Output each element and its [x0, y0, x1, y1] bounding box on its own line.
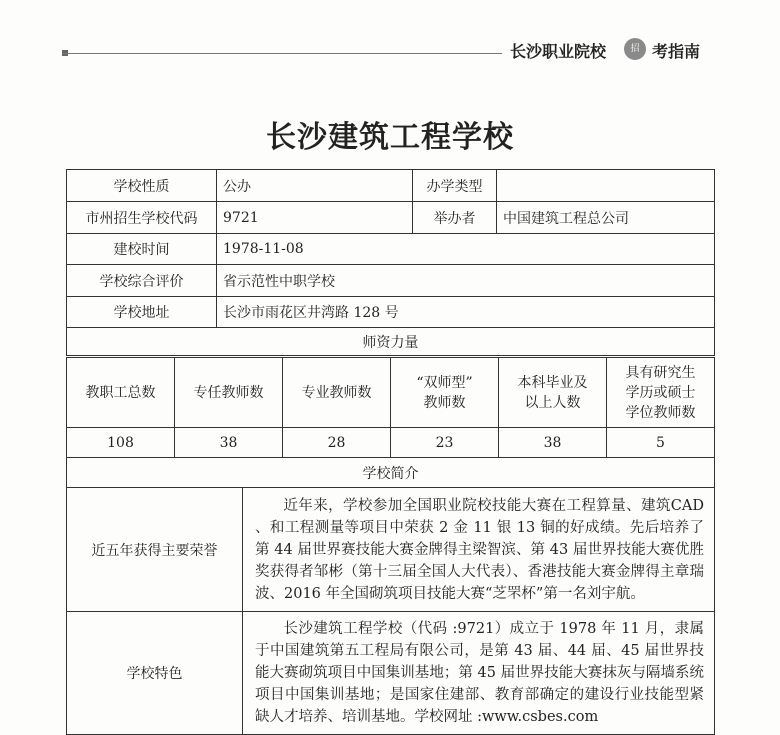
row-faculty-heading — [67, 328, 715, 356]
faculty-value-row — [67, 428, 715, 458]
rating-value: 省示范性中职学校 — [217, 265, 715, 297]
faculty-value-cell: 108 — [67, 428, 175, 458]
faculty-value-cell: 38 — [499, 428, 607, 458]
faculty-header-cell: 具有研究生 学历或硕士 学位教师数 — [607, 358, 715, 428]
faculty-value-cell: 38 — [175, 428, 283, 458]
nature-label: 学校性质 — [67, 170, 217, 202]
faculty-header-cell: “双师型” 教师数 — [391, 358, 499, 428]
faculty-header-row — [67, 358, 715, 428]
type-value — [497, 170, 715, 202]
honors-paragraph: 近年来，学校参加全国职业院校技能大赛在工程算量、建筑CAD 、和工程测量等项目中荣获 2 金 11 银 13 铜的好成绩。先后培养了第 44 届世界赛技能大赛金牌得主梁智滨、第 43 届世界技能大赛优胜奖获得者邹彬（第十三届全国人大代表）、香港技能大赛金牌得主章瑞波、2016 年全国砌筑项目技能大赛“芝罘杯”第一名刘宇航。 — [255, 497, 704, 602]
faculty-header-cell: 专任教师数 — [175, 358, 283, 428]
address-label: 学校地址 — [67, 297, 217, 328]
nature-value: 公办 — [217, 170, 413, 202]
faculty-heading: 师资力量 — [67, 328, 715, 356]
faculty-value-cell: 23 — [391, 428, 499, 458]
row-address — [67, 297, 715, 328]
intro-heading-row — [67, 458, 715, 488]
faculty-value-cell: 28 — [283, 428, 391, 458]
faculty-header-cell: 教职工总数 — [67, 358, 175, 428]
honors-row — [67, 488, 715, 612]
code-label: 市州招生学校代码 — [67, 202, 217, 234]
header-rule — [62, 53, 502, 54]
row-code — [67, 202, 715, 234]
faculty-value-cell: 5 — [607, 428, 715, 458]
faculty-header-cell: 专业教师数 — [283, 358, 391, 428]
header-section-right: 考指南 — [652, 42, 701, 61]
header-emblem: 招 — [624, 38, 646, 60]
sponsor-value: 中国建筑工程总公司 — [497, 202, 715, 234]
intro-table — [66, 487, 715, 735]
page-title: 长沙建筑工程学校 — [266, 120, 514, 155]
feature-paragraph: 长沙建筑工程学校（代码 :9721）成立于 1978 年 11 月，隶属于中国建筑第五工程局有限公司，是第 43 届、44 届、45 届世界技能大赛砌筑项目中国集训基地；第 45 届世界技能大赛抹灰与隔墙系统项目中国集训基地；是国家住建部、教育部确定的建设行业技能型紧缺人才培养、培训基地。学校网址 :www.csbes.com — [255, 621, 704, 725]
honors-label: 近五年获得主要荣誉 — [67, 488, 243, 612]
faculty-table — [66, 357, 715, 488]
sponsor-label: 举办者 — [413, 202, 497, 234]
founded-value: 1978-11-08 — [217, 234, 715, 265]
row-founded — [67, 234, 715, 265]
feature-label: 学校特色 — [67, 612, 243, 735]
intro-heading: 学校简介 — [67, 458, 715, 488]
honors-text — [243, 488, 715, 612]
rating-label: 学校综合评价 — [67, 265, 217, 297]
founded-label: 建校时间 — [67, 234, 217, 265]
basic-info-table — [66, 169, 715, 356]
row-rating — [67, 265, 715, 297]
code-value: 9721 — [217, 202, 413, 234]
header-section-left: 长沙职业院校 — [510, 42, 607, 61]
feature-row — [67, 612, 715, 735]
feature-text — [243, 612, 715, 735]
type-label: 办学类型 — [413, 170, 497, 202]
faculty-header-cell: 本科毕业及 以上人数 — [499, 358, 607, 428]
row-nature — [67, 170, 715, 202]
address-value: 长沙市雨花区井湾路 128 号 — [217, 297, 715, 328]
